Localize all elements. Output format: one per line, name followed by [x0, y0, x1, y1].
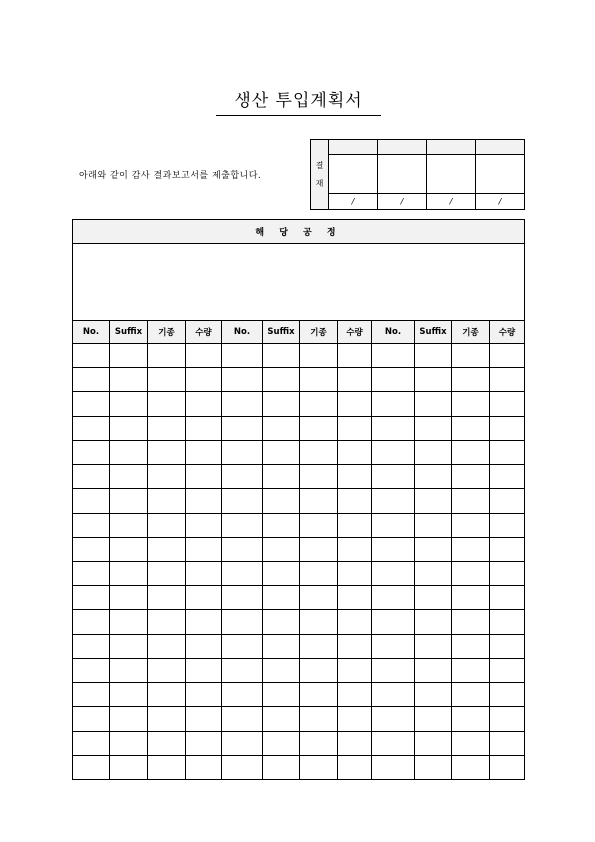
table-cell[interactable] — [415, 755, 452, 779]
table-cell[interactable] — [110, 755, 148, 779]
table-cell[interactable] — [148, 683, 186, 707]
column-header-model: 기종 — [452, 321, 490, 344]
table-cell[interactable] — [263, 489, 300, 513]
table-cell[interactable] — [372, 392, 415, 416]
table-cell[interactable] — [490, 755, 525, 779]
table-cell[interactable] — [148, 465, 186, 489]
table-cell[interactable] — [490, 513, 525, 537]
column-header-quantity: 수량 — [490, 321, 525, 344]
intro-text: 아래와 같이 감사 결과보고서를 제출합니다. — [79, 171, 262, 181]
table-cell[interactable] — [263, 731, 300, 755]
table-cell[interactable] — [452, 755, 490, 779]
table-cell[interactable] — [372, 416, 415, 440]
table-cell[interactable] — [186, 344, 222, 368]
table-cell[interactable] — [222, 489, 263, 513]
column-header-no: No. — [372, 321, 415, 344]
table-cell[interactable] — [338, 561, 372, 585]
table-cell[interactable] — [452, 658, 490, 682]
table-cell[interactable] — [222, 586, 263, 610]
table-row — [73, 392, 525, 416]
column-header-suffix: Suffix — [110, 321, 148, 344]
table-cell[interactable] — [73, 683, 110, 707]
table-cell[interactable] — [186, 755, 222, 779]
table-cell[interactable] — [263, 368, 300, 392]
table-cell[interactable] — [148, 586, 186, 610]
table-cell[interactable] — [490, 707, 525, 731]
table-cell[interactable] — [490, 440, 525, 464]
table-cell[interactable] — [338, 368, 372, 392]
table-cell[interactable] — [300, 634, 338, 658]
approval-signature-cell[interactable] — [476, 155, 525, 194]
table-cell[interactable] — [110, 731, 148, 755]
table-cell[interactable] — [372, 683, 415, 707]
table-row — [73, 634, 525, 658]
table-cell[interactable] — [148, 344, 186, 368]
table-cell[interactable] — [372, 731, 415, 755]
table-cell[interactable] — [372, 586, 415, 610]
approval-title-cell[interactable] — [329, 140, 378, 155]
table-cell[interactable] — [73, 513, 110, 537]
document-title: 생산 투입계획서 — [216, 89, 381, 116]
table-cell[interactable] — [110, 368, 148, 392]
column-header-quantity: 수량 — [338, 321, 372, 344]
table-cell[interactable] — [452, 489, 490, 513]
item-rows — [73, 344, 525, 780]
table-cell[interactable] — [148, 561, 186, 585]
table-cell[interactable] — [186, 489, 222, 513]
table-cell[interactable] — [73, 586, 110, 610]
table-cell[interactable] — [372, 489, 415, 513]
table-cell[interactable] — [110, 489, 148, 513]
table-cell[interactable] — [73, 755, 110, 779]
table-cell[interactable] — [222, 610, 263, 634]
table-cell[interactable] — [263, 707, 300, 731]
table-cell[interactable] — [148, 731, 186, 755]
table-cell[interactable] — [186, 537, 222, 561]
table-cell[interactable] — [148, 368, 186, 392]
table-cell[interactable] — [222, 392, 263, 416]
table-cell[interactable] — [338, 634, 372, 658]
table-cell[interactable] — [263, 513, 300, 537]
table-cell[interactable] — [263, 683, 300, 707]
table-cell[interactable] — [263, 610, 300, 634]
table-cell[interactable] — [110, 610, 148, 634]
table-cell[interactable] — [452, 561, 490, 585]
table-cell[interactable] — [300, 368, 338, 392]
table-cell[interactable] — [186, 440, 222, 464]
table-cell[interactable] — [415, 683, 452, 707]
table-cell[interactable] — [110, 634, 148, 658]
table-cell[interactable] — [415, 707, 452, 731]
table-cell[interactable] — [415, 344, 452, 368]
table-cell[interactable] — [415, 537, 452, 561]
table-cell[interactable] — [263, 440, 300, 464]
table-cell[interactable] — [222, 537, 263, 561]
table-cell[interactable] — [186, 465, 222, 489]
table-cell[interactable] — [73, 731, 110, 755]
approval-title-cell[interactable] — [476, 140, 525, 155]
table-cell[interactable] — [415, 610, 452, 634]
table-cell[interactable] — [148, 537, 186, 561]
table-cell[interactable] — [490, 368, 525, 392]
table-cell[interactable] — [73, 658, 110, 682]
table-cell[interactable] — [148, 416, 186, 440]
table-cell[interactable] — [372, 658, 415, 682]
table-cell[interactable] — [452, 368, 490, 392]
table-cell[interactable] — [372, 368, 415, 392]
table-cell[interactable] — [73, 392, 110, 416]
table-cell[interactable] — [300, 658, 338, 682]
table-cell[interactable] — [338, 440, 372, 464]
table-cell[interactable] — [338, 707, 372, 731]
table-cell[interactable] — [415, 416, 452, 440]
table-cell[interactable] — [300, 416, 338, 440]
table-cell[interactable] — [490, 683, 525, 707]
table-cell[interactable] — [263, 344, 300, 368]
table-row — [73, 537, 525, 561]
table-cell[interactable] — [452, 344, 490, 368]
table-cell[interactable] — [338, 344, 372, 368]
table-cell[interactable] — [300, 586, 338, 610]
approval-date-cell[interactable]: / — [329, 193, 378, 209]
table-cell[interactable] — [338, 683, 372, 707]
table-cell[interactable] — [490, 561, 525, 585]
column-header-no: No. — [222, 321, 263, 344]
table-cell[interactable] — [372, 513, 415, 537]
table-cell[interactable] — [110, 707, 148, 731]
table-cell[interactable] — [186, 634, 222, 658]
table-cell[interactable] — [415, 392, 452, 416]
table-cell[interactable] — [490, 344, 525, 368]
approval-title-cell[interactable] — [378, 140, 427, 155]
table-cell[interactable] — [415, 368, 452, 392]
table-cell[interactable] — [300, 561, 338, 585]
table-cell[interactable] — [186, 368, 222, 392]
table-cell[interactable] — [110, 440, 148, 464]
table-cell[interactable] — [300, 440, 338, 464]
table-cell[interactable] — [338, 731, 372, 755]
table-cell[interactable] — [300, 537, 338, 561]
table-cell[interactable] — [222, 416, 263, 440]
table-cell[interactable] — [110, 537, 148, 561]
column-header-suffix: Suffix — [415, 321, 452, 344]
table-cell[interactable] — [415, 440, 452, 464]
table-cell[interactable] — [452, 513, 490, 537]
table-cell[interactable] — [415, 561, 452, 585]
table-cell[interactable] — [338, 465, 372, 489]
approval-signature-cell[interactable] — [427, 155, 476, 194]
table-cell[interactable] — [110, 658, 148, 682]
table-cell[interactable] — [338, 658, 372, 682]
table-cell[interactable] — [415, 465, 452, 489]
table-cell[interactable] — [452, 683, 490, 707]
table-row — [73, 731, 525, 755]
table-row — [73, 416, 525, 440]
table-cell[interactable] — [222, 658, 263, 682]
table-cell[interactable] — [148, 392, 186, 416]
column-header-suffix: Suffix — [263, 321, 300, 344]
table-cell[interactable] — [452, 586, 490, 610]
table-cell[interactable] — [222, 634, 263, 658]
table-cell[interactable] — [338, 489, 372, 513]
approval-table — [310, 139, 525, 210]
table-cell[interactable] — [490, 392, 525, 416]
table-cell[interactable] — [300, 731, 338, 755]
table-cell[interactable] — [452, 610, 490, 634]
table-cell[interactable] — [148, 489, 186, 513]
approval-date-cell[interactable]: / — [476, 193, 525, 209]
table-cell[interactable] — [452, 731, 490, 755]
table-cell[interactable] — [263, 392, 300, 416]
table-cell[interactable] — [452, 707, 490, 731]
process-description-area[interactable] — [73, 244, 525, 321]
table-row — [73, 513, 525, 537]
table-cell[interactable] — [186, 392, 222, 416]
table-cell[interactable] — [148, 658, 186, 682]
table-cell[interactable] — [222, 440, 263, 464]
table-row — [73, 344, 525, 368]
table-cell[interactable] — [490, 537, 525, 561]
table-cell[interactable] — [186, 513, 222, 537]
table-cell[interactable] — [73, 634, 110, 658]
table-cell[interactable] — [452, 465, 490, 489]
table-cell[interactable] — [490, 465, 525, 489]
table-cell[interactable] — [338, 755, 372, 779]
approval-signature-cell[interactable] — [378, 155, 427, 194]
table-cell[interactable] — [452, 440, 490, 464]
table-row — [73, 658, 525, 682]
table-cell[interactable] — [372, 440, 415, 464]
table-cell[interactable] — [73, 416, 110, 440]
table-cell[interactable] — [222, 683, 263, 707]
table-cell[interactable] — [73, 344, 110, 368]
table-cell[interactable] — [186, 658, 222, 682]
table-cell[interactable] — [263, 755, 300, 779]
table-cell[interactable] — [110, 586, 148, 610]
table-cell[interactable] — [372, 561, 415, 585]
table-cell[interactable] — [186, 683, 222, 707]
table-cell[interactable] — [263, 537, 300, 561]
table-cell[interactable] — [186, 707, 222, 731]
table-row — [73, 561, 525, 585]
table-cell[interactable] — [300, 489, 338, 513]
table-cell[interactable] — [73, 610, 110, 634]
table-cell[interactable] — [300, 465, 338, 489]
table-cell[interactable] — [73, 465, 110, 489]
table-cell[interactable] — [490, 610, 525, 634]
table-cell[interactable] — [415, 489, 452, 513]
table-row — [73, 610, 525, 634]
table-cell[interactable] — [148, 610, 186, 634]
table-cell[interactable] — [222, 465, 263, 489]
approval-title-cell[interactable] — [427, 140, 476, 155]
approval-date-cell[interactable]: / — [378, 193, 427, 209]
table-cell[interactable] — [372, 634, 415, 658]
table-row — [73, 586, 525, 610]
table-cell[interactable] — [222, 344, 263, 368]
table-cell[interactable] — [452, 634, 490, 658]
table-cell[interactable] — [148, 513, 186, 537]
table-row — [73, 465, 525, 489]
table-row — [73, 707, 525, 731]
table-cell[interactable] — [300, 513, 338, 537]
table-cell[interactable] — [490, 658, 525, 682]
table-cell[interactable] — [263, 561, 300, 585]
table-cell[interactable] — [300, 610, 338, 634]
table-cell[interactable] — [372, 344, 415, 368]
table-cell[interactable] — [222, 731, 263, 755]
process-section-header: 해 당 공 정 — [73, 220, 525, 244]
table-cell[interactable] — [186, 731, 222, 755]
table-cell[interactable] — [490, 586, 525, 610]
table-cell[interactable] — [110, 561, 148, 585]
table-cell[interactable] — [300, 755, 338, 779]
table-cell[interactable] — [300, 707, 338, 731]
approval-label: 결 재 — [311, 140, 329, 210]
table-cell[interactable] — [110, 683, 148, 707]
approval-date-cell[interactable]: / — [427, 193, 476, 209]
table-cell[interactable] — [263, 634, 300, 658]
column-header-no: No. — [73, 321, 110, 344]
approval-signature-cell[interactable] — [329, 155, 378, 194]
production-plan-table — [72, 219, 525, 780]
table-cell[interactable] — [222, 755, 263, 779]
table-cell[interactable] — [110, 344, 148, 368]
table-cell[interactable] — [372, 465, 415, 489]
table-cell[interactable] — [338, 586, 372, 610]
column-header-quantity: 수량 — [186, 321, 222, 344]
table-cell[interactable] — [338, 416, 372, 440]
table-cell[interactable] — [490, 489, 525, 513]
table-row — [73, 489, 525, 513]
table-cell[interactable] — [338, 610, 372, 634]
table-cell[interactable] — [222, 707, 263, 731]
table-cell[interactable] — [452, 537, 490, 561]
table-cell[interactable] — [372, 537, 415, 561]
table-cell[interactable] — [415, 658, 452, 682]
table-cell[interactable] — [300, 683, 338, 707]
table-cell[interactable] — [372, 755, 415, 779]
table-cell[interactable] — [110, 416, 148, 440]
table-cell[interactable] — [490, 634, 525, 658]
table-cell[interactable] — [415, 586, 452, 610]
table-cell[interactable] — [452, 416, 490, 440]
table-row — [73, 440, 525, 464]
table-cell[interactable] — [186, 586, 222, 610]
table-row — [73, 683, 525, 707]
table-cell[interactable] — [372, 707, 415, 731]
column-header-model: 기종 — [148, 321, 186, 344]
table-cell[interactable] — [148, 440, 186, 464]
table-cell[interactable] — [222, 513, 263, 537]
table-cell[interactable] — [338, 392, 372, 416]
table-cell[interactable] — [415, 513, 452, 537]
table-cell[interactable] — [300, 344, 338, 368]
table-cell[interactable] — [73, 561, 110, 585]
table-row — [73, 368, 525, 392]
table-cell[interactable] — [73, 489, 110, 513]
table-cell[interactable] — [148, 707, 186, 731]
table-cell[interactable] — [415, 634, 452, 658]
table-cell[interactable] — [186, 561, 222, 585]
table-cell[interactable] — [338, 513, 372, 537]
table-cell[interactable] — [263, 416, 300, 440]
table-cell[interactable] — [222, 368, 263, 392]
table-cell[interactable] — [110, 392, 148, 416]
table-cell[interactable] — [148, 634, 186, 658]
table-cell[interactable] — [490, 416, 525, 440]
table-cell[interactable] — [263, 465, 300, 489]
table-row — [73, 755, 525, 779]
table-cell[interactable] — [452, 392, 490, 416]
table-cell[interactable] — [338, 537, 372, 561]
table-cell[interactable] — [222, 561, 263, 585]
table-cell[interactable] — [372, 610, 415, 634]
table-cell[interactable] — [73, 368, 110, 392]
table-cell[interactable] — [186, 610, 222, 634]
column-header-model: 기종 — [300, 321, 338, 344]
table-cell[interactable] — [73, 440, 110, 464]
table-cell[interactable] — [186, 416, 222, 440]
table-cell[interactable] — [263, 658, 300, 682]
table-cell[interactable] — [415, 731, 452, 755]
table-cell[interactable] — [110, 513, 148, 537]
table-cell[interactable] — [148, 755, 186, 779]
table-cell[interactable] — [73, 707, 110, 731]
table-cell[interactable] — [300, 392, 338, 416]
table-cell[interactable] — [73, 537, 110, 561]
table-cell[interactable] — [110, 465, 148, 489]
table-cell[interactable] — [263, 586, 300, 610]
table-cell[interactable] — [490, 731, 525, 755]
